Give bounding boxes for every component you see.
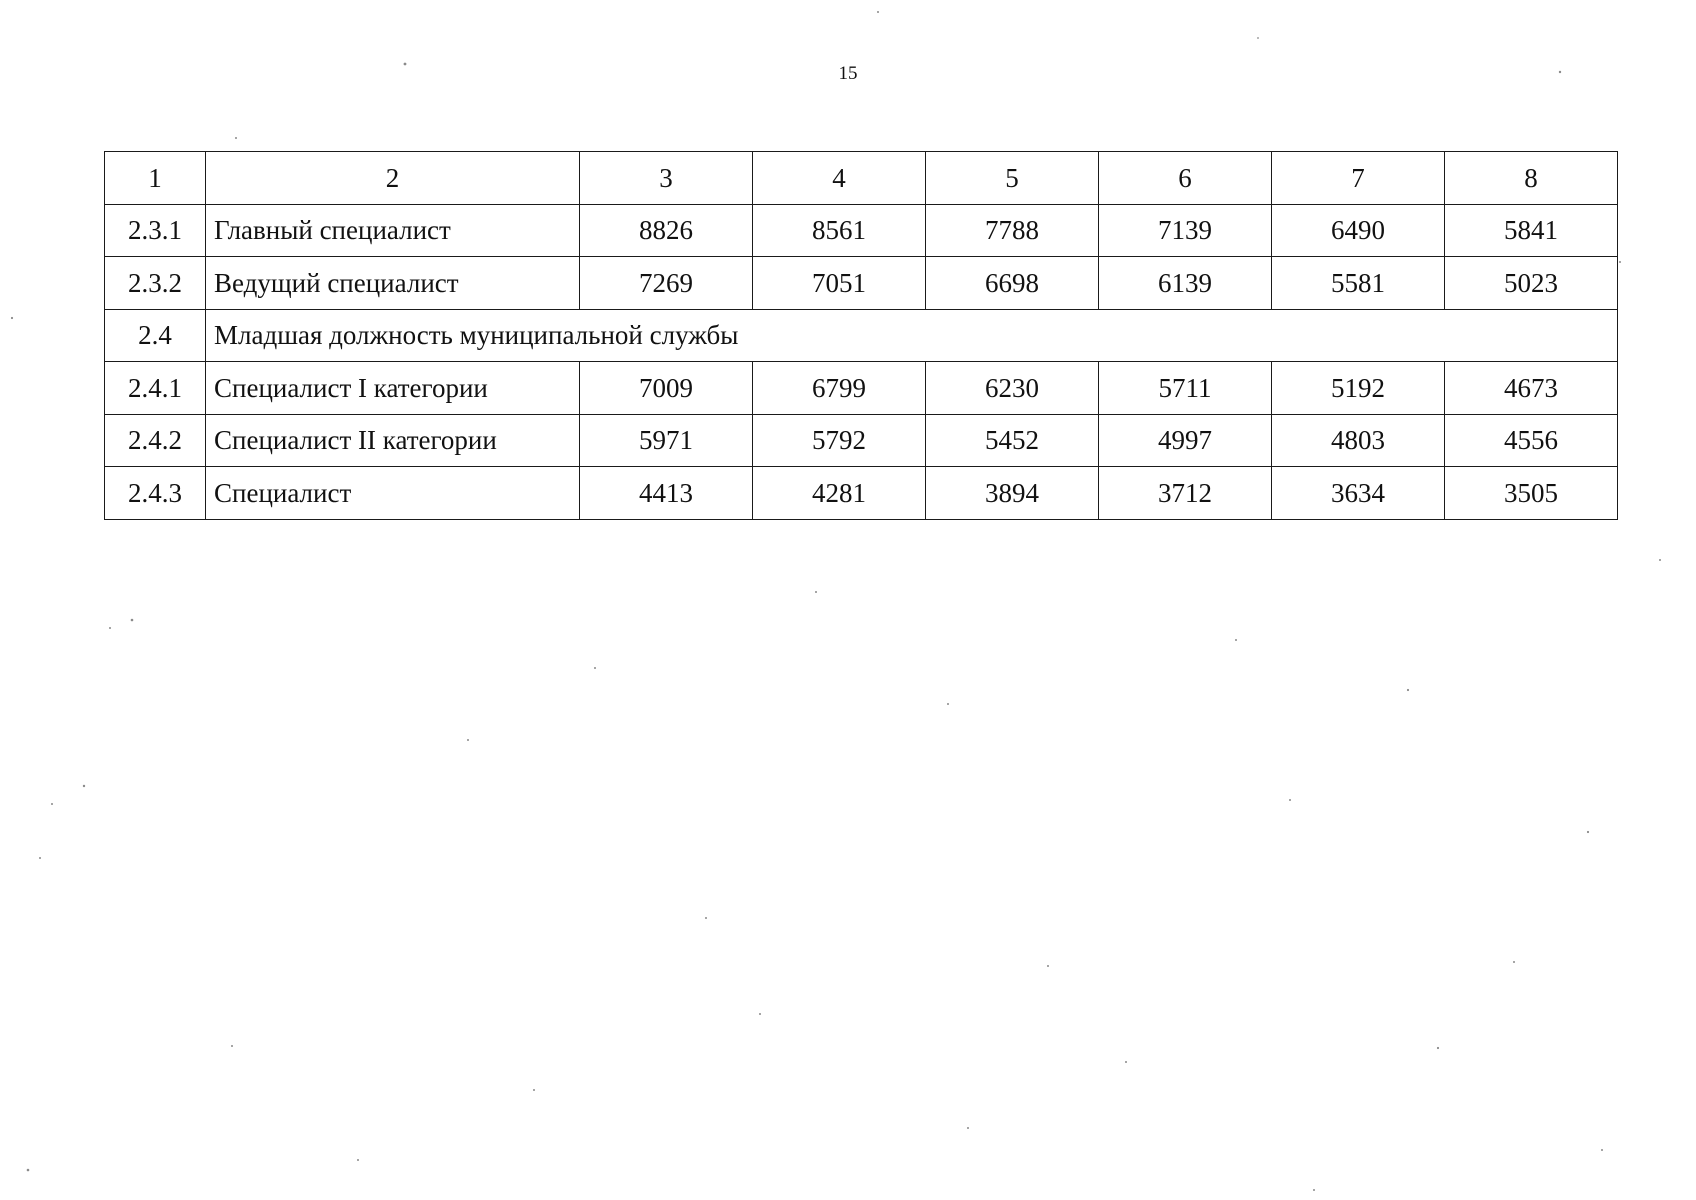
- value-cell: 4281: [753, 467, 926, 520]
- section-row: [105, 309, 1618, 362]
- value-cell: 3712: [1099, 467, 1272, 520]
- row-code-cell: 2.4.1: [105, 362, 206, 415]
- header-cell: 2: [206, 152, 580, 205]
- header-cell: 6: [1099, 152, 1272, 205]
- table-row: [105, 362, 1618, 415]
- value-cell: 8561: [753, 204, 926, 257]
- value-cell: 5452: [926, 414, 1099, 467]
- value-cell: 4413: [580, 467, 753, 520]
- row-name-cell: Главный специалист: [206, 204, 580, 257]
- value-cell: 7009: [580, 362, 753, 415]
- value-cell: 5192: [1272, 362, 1445, 415]
- value-cell: 5792: [753, 414, 926, 467]
- header-cell: 3: [580, 152, 753, 205]
- row-name-cell: Специалист II категории: [206, 414, 580, 467]
- value-cell: 5971: [580, 414, 753, 467]
- table-row: [105, 257, 1618, 310]
- value-cell: 5581: [1272, 257, 1445, 310]
- header-cell: 7: [1272, 152, 1445, 205]
- value-cell: 6698: [926, 257, 1099, 310]
- value-cell: 4673: [1445, 362, 1618, 415]
- table-row: [105, 467, 1618, 520]
- value-cell: 4997: [1099, 414, 1272, 467]
- value-cell: 6230: [926, 362, 1099, 415]
- header-cell: 8: [1445, 152, 1618, 205]
- value-cell: 3894: [926, 467, 1099, 520]
- value-cell: 8826: [580, 204, 753, 257]
- table-row: [105, 414, 1618, 467]
- page-number: 15: [838, 63, 858, 84]
- value-cell: 5841: [1445, 204, 1618, 257]
- row-code-cell: 2.4: [105, 309, 206, 362]
- row-name-cell: Специалист I категории: [206, 362, 580, 415]
- value-cell: 4803: [1272, 414, 1445, 467]
- value-cell: 4556: [1445, 414, 1618, 467]
- section-title-cell: Младшая должность муниципальной службы: [206, 309, 1618, 362]
- table-header-row: [105, 152, 1618, 205]
- value-cell: 7139: [1099, 204, 1272, 257]
- header-cell: 1: [105, 152, 206, 205]
- row-name-cell: Ведущий специалист: [206, 257, 580, 310]
- value-cell: 6799: [753, 362, 926, 415]
- row-code-cell: 2.3.2: [105, 257, 206, 310]
- value-cell: 7269: [580, 257, 753, 310]
- value-cell: 5023: [1445, 257, 1618, 310]
- row-code-cell: 2.4.3: [105, 467, 206, 520]
- value-cell: 7051: [753, 257, 926, 310]
- value-cell: 3634: [1272, 467, 1445, 520]
- table-row: [105, 204, 1618, 257]
- row-code-cell: 2.3.1: [105, 204, 206, 257]
- value-cell: 6490: [1272, 204, 1445, 257]
- value-cell: 5711: [1099, 362, 1272, 415]
- header-cell: 4: [753, 152, 926, 205]
- value-cell: 3505: [1445, 467, 1618, 520]
- row-code-cell: 2.4.2: [105, 414, 206, 467]
- value-cell: 6139: [1099, 257, 1272, 310]
- row-name-cell: Специалист: [206, 467, 580, 520]
- salary-table: [104, 151, 1618, 520]
- value-cell: 7788: [926, 204, 1099, 257]
- header-cell: 5: [926, 152, 1099, 205]
